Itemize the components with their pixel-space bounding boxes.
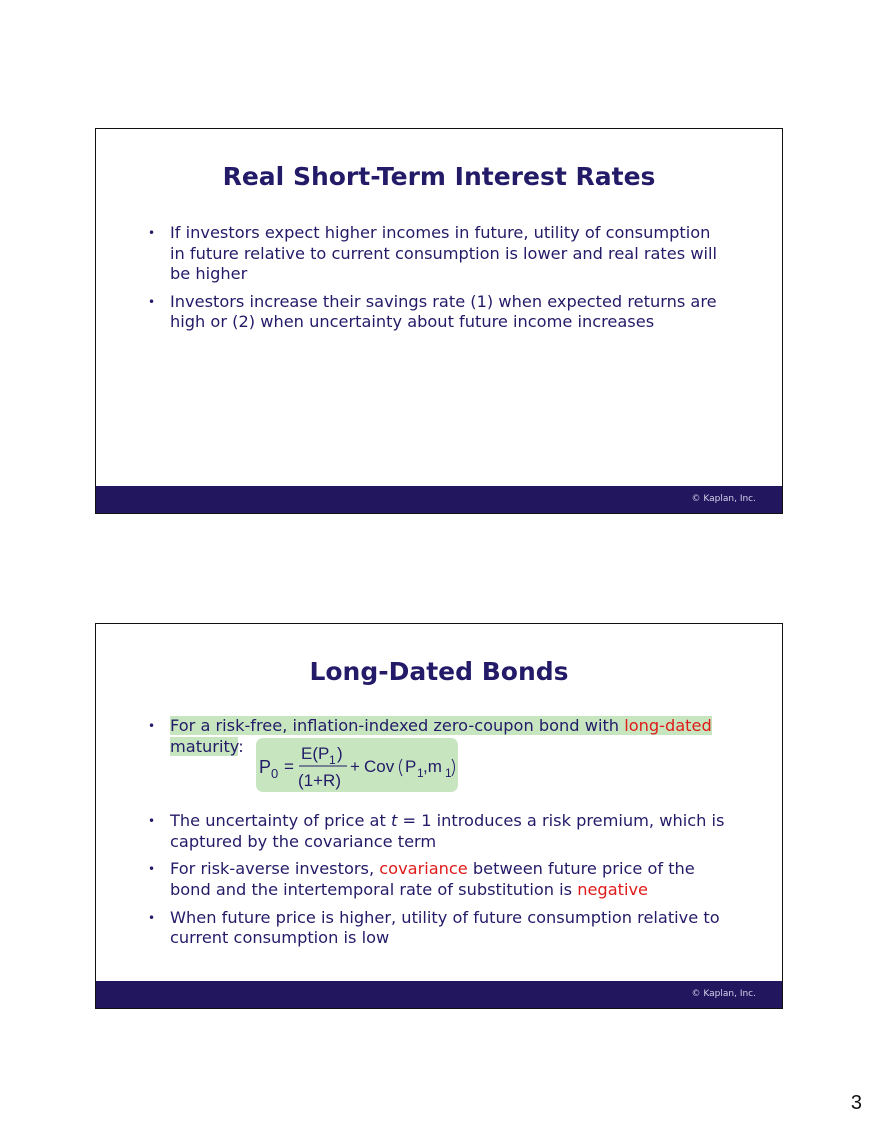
slide-title: Real Short-Term Interest Rates	[222, 162, 656, 191]
bullet-list	[148, 716, 728, 956]
italic-variable: t	[390, 811, 398, 831]
slide-real-short-term-rates	[95, 128, 783, 514]
bullet-item	[148, 292, 728, 333]
formula-equals: =	[284, 757, 294, 776]
formula-arg-m: ,m	[423, 757, 442, 776]
formula-arg-m-sub: 1	[445, 766, 452, 780]
formula-arg-p: P	[405, 757, 417, 776]
red-term: negative	[577, 879, 649, 899]
bullet-text-highlighted: For a risk-free, inflation-indexed zero-coupon bond with	[170, 716, 625, 735]
bullet-text: :	[238, 736, 244, 756]
bullet-text: = 1 introduces a risk premium, which is captured by the covariance term	[170, 811, 725, 851]
bullet-text: The uncertainty of price at	[170, 811, 391, 831]
formula-numerator-sub: 1	[329, 753, 336, 767]
bullet-dot-icon: •	[148, 862, 156, 877]
bullet-dot-icon: •	[148, 910, 156, 925]
bullet-dot-icon: •	[148, 226, 156, 240]
bullet-dot-icon: •	[148, 719, 156, 733]
formula-denominator: (1+R)	[298, 771, 341, 790]
slide-footer	[96, 486, 782, 513]
bullet-text: If investors expect higher incomes in future, utility of consumption in future relative to current consumption is lower and real rates will be higher	[170, 223, 718, 284]
formula-lhs: P	[259, 757, 272, 777]
bullet-text-highlighted: maturity	[170, 736, 239, 756]
bullet-item	[148, 908, 728, 949]
bullet-text: For risk-averse investors,	[170, 859, 380, 879]
bullet-list	[148, 223, 728, 340]
slide-long-dated-bonds	[95, 623, 783, 1009]
red-term: long-dated	[624, 716, 712, 735]
formula-plus: +	[350, 757, 360, 776]
bullet-item	[148, 716, 728, 757]
formula-cov: Cov	[364, 757, 395, 776]
formula-lhs-sub: 0	[271, 766, 279, 781]
slide-title: Long-Dated Bonds	[309, 657, 569, 686]
bullet-item	[148, 859, 728, 900]
bullet-text: When future price is higher, utility of future consumption relative to current consumption is low	[170, 907, 720, 948]
bullet-item	[148, 223, 728, 285]
formula-numerator: E(P	[301, 744, 330, 763]
formula-numerator-close: )	[337, 744, 343, 763]
copyright-text: © Kaplan, Inc.	[691, 989, 756, 999]
bullet-dot-icon: •	[148, 814, 156, 829]
copyright-text: © Kaplan, Inc.	[691, 494, 756, 504]
red-term: covariance	[379, 859, 468, 879]
bullet-text: Investors increase their savings rate (1) when expected returns are high or (2) when uncertainty about future income increases	[170, 291, 717, 332]
bullet-text: between future price of the bond and the intertemporal rate of substitution is	[170, 859, 695, 899]
slide-footer	[96, 981, 782, 1008]
page-number: 3	[850, 1092, 862, 1114]
formula-arg-p-sub: 1	[417, 766, 424, 780]
bullet-item	[148, 811, 728, 852]
bullet-dot-icon: •	[148, 294, 156, 309]
